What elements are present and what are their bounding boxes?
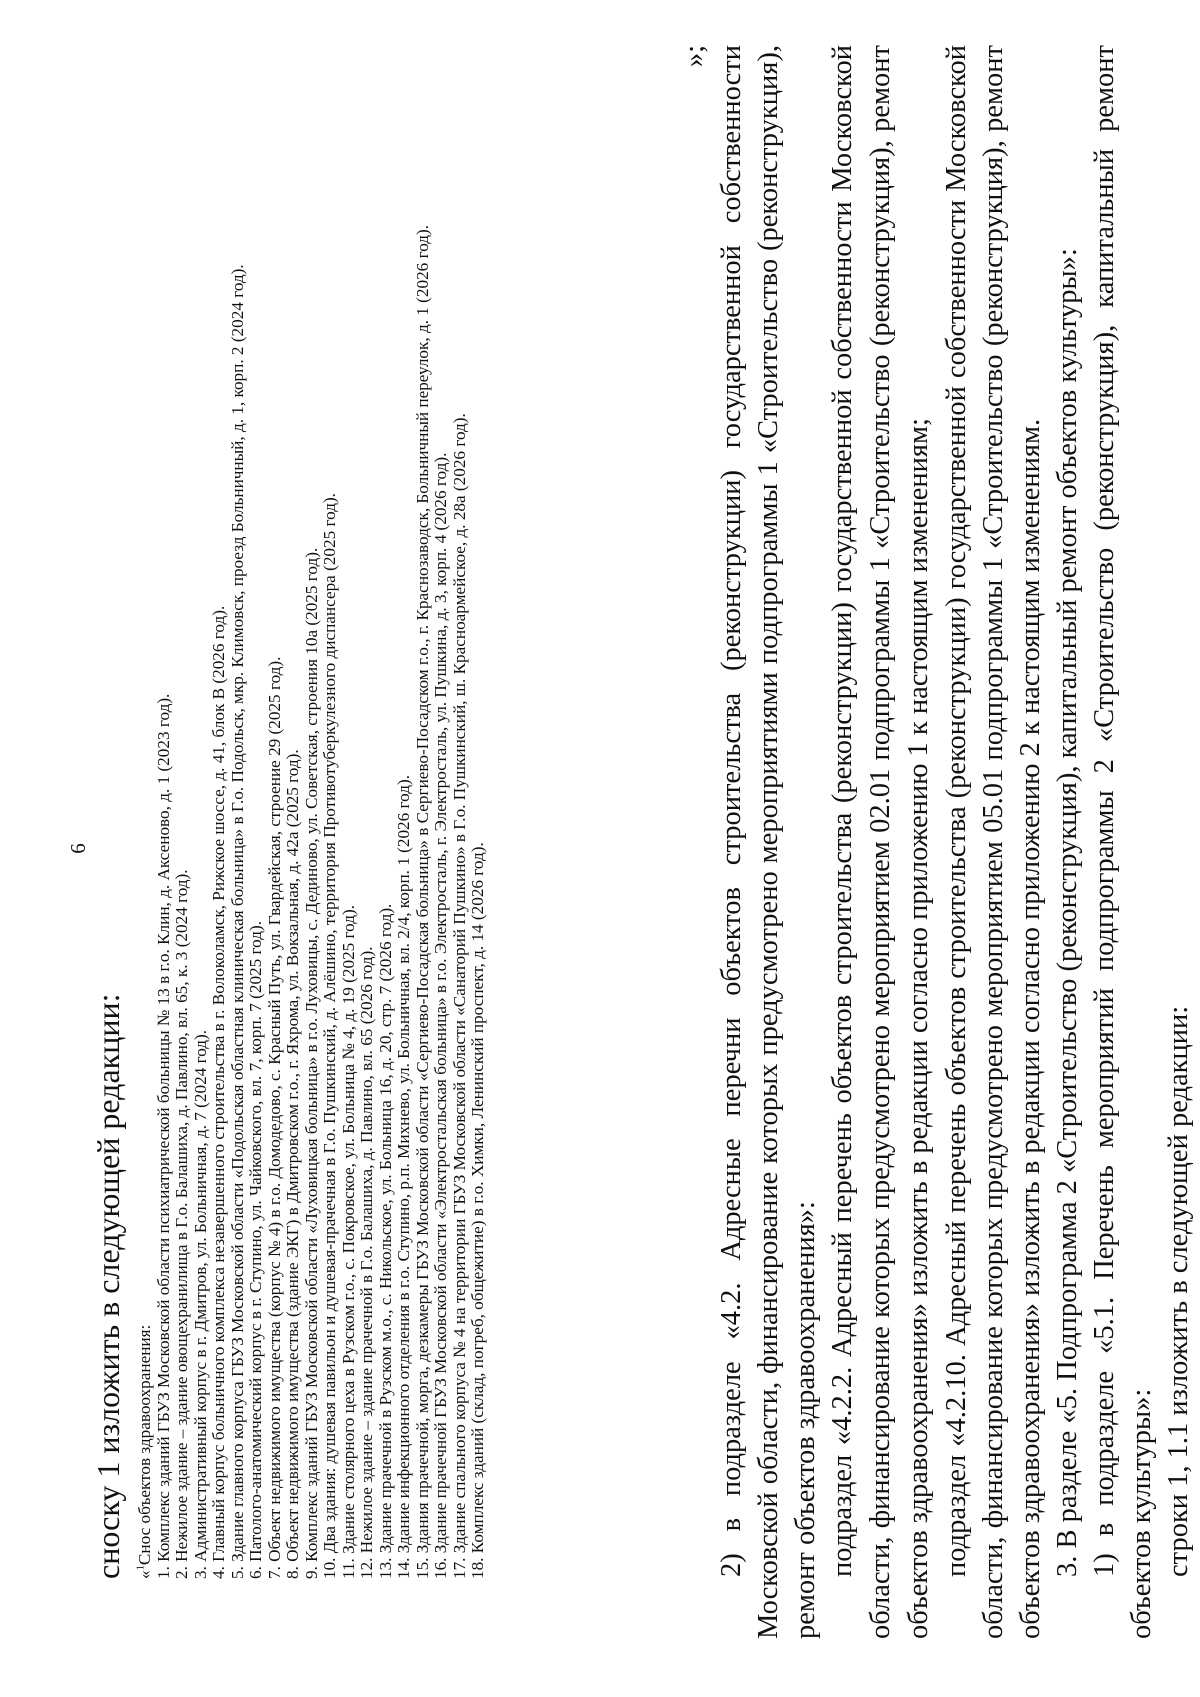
footnote-item: 2. Нежилое здание – здание овощехранилища в Г.о. Балашиха, д. Павлино, вл. 65, к. 3 (2024 год). bbox=[172, 869, 191, 1579]
paragraph-rows: строки 1, 1.1 изложить в следующей редакции: bbox=[1163, 1005, 1194, 1577]
footnote-item: 7. Объект недвижимого имущества (корпус № 4) в г.о. Домодедово, с. Красный Путь, ул. Гвардейская, строение 29 (2025 год). bbox=[264, 656, 284, 1579]
footnote-item: 9. Комплекс зданий ГБУЗ Московской области «Луховицкая больница» в г.о. Луховицы, с. Дединово, ул. Советская, строения 10а (2025 год). bbox=[301, 547, 321, 1579]
paragraph-subsection-4-2-2: подраздел «4.2.2. Адресный перечень объектов строительства (реконструкции) государственной собственности Московской области, финансирование которых предусмотрено мероприятием 02.01 подпрограммы 1 «Строительство (реконструкция), ремонт объектов здравоохранения» изложить в редакции согласно приложению 1 к настоящим изменениям; bbox=[827, 45, 934, 1639]
paragraph-subsection-4-2-10: подраздел «4.2.10. Адресный перечень объектов строительства (реконструкции) государственной собственности Московской области, финансирование которых предусмотрено мероприятием 05.01 подпрограммы 1 «Строительство (реконструкция), ремонт объектов здравоохранения» изложить в редакции согласно приложению 2 к настоящим изменениям. bbox=[941, 45, 1046, 1639]
footnote-item: 12. Нежилое здание – здание прачечной в Г.о. Балашиха, д. Павлино, вл. 65 (2026 год). bbox=[357, 946, 376, 1579]
footnote-item: 4. Главный корпус больничного комплекса незавершенного строительства в г. Волоколамск, Рижское шоссе, д. 41, блок В (2026 год). bbox=[209, 605, 228, 1579]
footnote-heading-text: Снос объектов здравоохранения: bbox=[135, 1324, 154, 1566]
footnote-item: 16. Здание прачечной ГБУЗ Московской области «Электростальская больница» в г.о. Электросталь, г. Электросталь, ул. Пушкина, д. 3, корп. 4 (2026 год). bbox=[431, 452, 450, 1579]
footnote-item: 5. Здание главного корпуса ГБУЗ Московской области «Подольская областная клиническая больница» в Г.о. Подольск, мкр. Климовск, проезд Больничный, д. 1, корп. 2 (2024 год). bbox=[227, 264, 247, 1579]
body-text bbox=[676, 45, 1197, 1639]
footnote-item: 17. Здание спального корпуса № 4 на территории ГБУЗ Московской области «Санаторий Пушкино» в Г.о. Пушкинский, ш. Красноармейское, д. 28а (2026 год). bbox=[449, 413, 469, 1579]
footnote-item: 15. Здания прачечной, морга, дезкамеры ГБУЗ Московской области «Сергиево-Посадская больница» в Сергиево-Посадском г.о., г. Краснозаводск, Больничный переулок, д. 1 (2026 год). bbox=[412, 224, 432, 1579]
footnote-closing: »; bbox=[679, 45, 710, 68]
intro-line: сноску 1 изложить в следующей редакции: bbox=[90, 993, 126, 1579]
paragraph-section-5: 3. В разделе «5. Подпрограмма 2 «Строительство (реконструкция), капитальный ремонт объектов культуры»: bbox=[1052, 248, 1083, 1577]
footnote-item: 13. Здание прачечной в Рузском м.о., с. Никольское, ул. Больница 16, д. 20, стр. 7 (2026 год). bbox=[375, 903, 395, 1579]
paragraph-subsection-5-1: 1) в подразделе «5.1. Перечень мероприятий подпрограммы 2 «Строительство (реконструкция), капитальный ремонт объектов культуры»: bbox=[1089, 45, 1157, 1639]
footnote-block bbox=[136, 119, 488, 1579]
footnote-heading: «$^1$Снос объектов здравоохранения: bbox=[135, 1324, 154, 1579]
footnote-item: 3. Административный корпус в г. Дмитров, ул. Больничная, д. 7 (2024 год). bbox=[190, 1029, 210, 1579]
footnote-item: 8. Объект недвижимого имущества (здание ЭКГ) в Дмитровском г.о., г. Яхрома, ул. Вокзальная, д. 42а (2025 год). bbox=[283, 749, 302, 1579]
footnote-item: 18. Комплекс зданий (склад, погреб, общежитие) в г.о. Химки, Ленинский проспект, д. 14 (2026 год). bbox=[468, 842, 487, 1579]
footnote-marker: 1 bbox=[135, 1565, 147, 1571]
paragraph-subsection-4-2: 2) в подразделе «4.2. Адресные перечни объектов строительства (реконструкции) государственной собственности Московской области, финансирование которых предусмотрено мероприятиями подпрограммы 1 «Строительство (реконструкция), ремонт объектов здравоохранения»: bbox=[716, 45, 821, 1639]
footnote-item: 6. Патолого-анатомический корпус в г. Ступино, ул. Чайковского, вл. 7, корп. 7 (2025 год). bbox=[246, 920, 265, 1579]
footnote-item: 11. Здание столярного цеха в Рузском г.о., с. Покровское, ул. Больница № 4, д. 19 (2025 год). bbox=[338, 904, 358, 1579]
footnote-item: 10. Два здания: душевая павильон и душевая-прачечная в Г.о. Пушкинский, д. Алёшино, территория Противотуберкулезного диспансера (2025 год). bbox=[320, 493, 339, 1579]
page-number: 6 bbox=[66, 843, 90, 854]
footnote-item: 1. Комплекс зданий ГБУЗ Московской области психиатрической больницы № 13 в г.о. Клин, д. Аксеново, д. 1 (2023 год). bbox=[153, 693, 173, 1579]
footnote-item: 14. Здание инфекционного отделения в г.о. Ступино, р.п. Михнево, ул. Больничная, вл. 2/4, корп. 1 (2026 год). bbox=[394, 774, 413, 1579]
